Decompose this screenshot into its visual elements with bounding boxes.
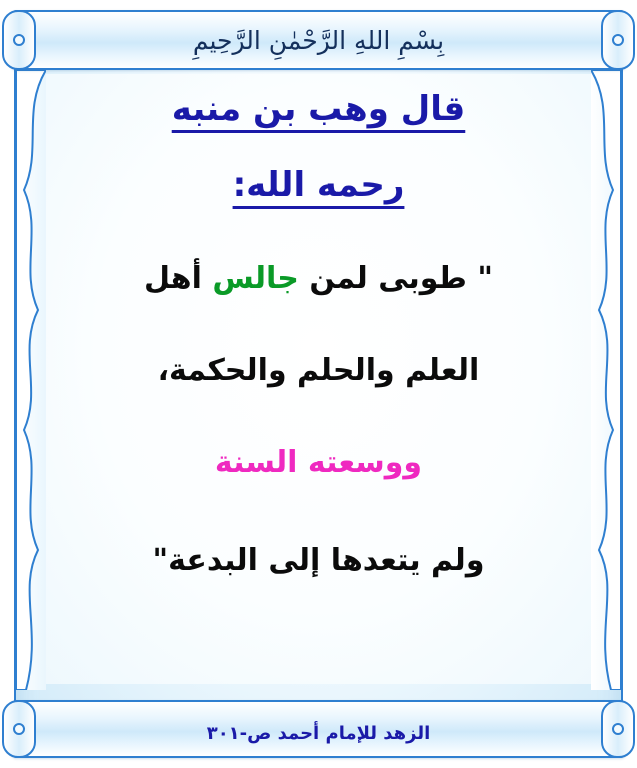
quote-line-1-prefix: " طوبى لمن [309,261,493,296]
quote-line-3: ووسعته السنة [214,445,423,480]
attribution-line-1: قال وهب بن منبه [171,89,466,129]
quote-line-4: ولم يتعدها إلى البدعة" [152,543,485,578]
basmala-text: بِسْمِ اللهِ الرَّحْمٰنِ الرَّحِيمِ [192,26,445,55]
quote-line-1-highlight: جالس [212,261,299,296]
attribution-line-2: رحمه الله: [232,165,405,205]
source-reference: الزهد للإمام أحمد ص-٣٠١ [206,723,431,744]
quote-line-1 [40,250,597,308]
quote-content [40,86,597,624]
quote-line-2: العلم والحلم والحكمة، [157,353,480,388]
quote-line-1-suffix: أهل [144,261,202,296]
